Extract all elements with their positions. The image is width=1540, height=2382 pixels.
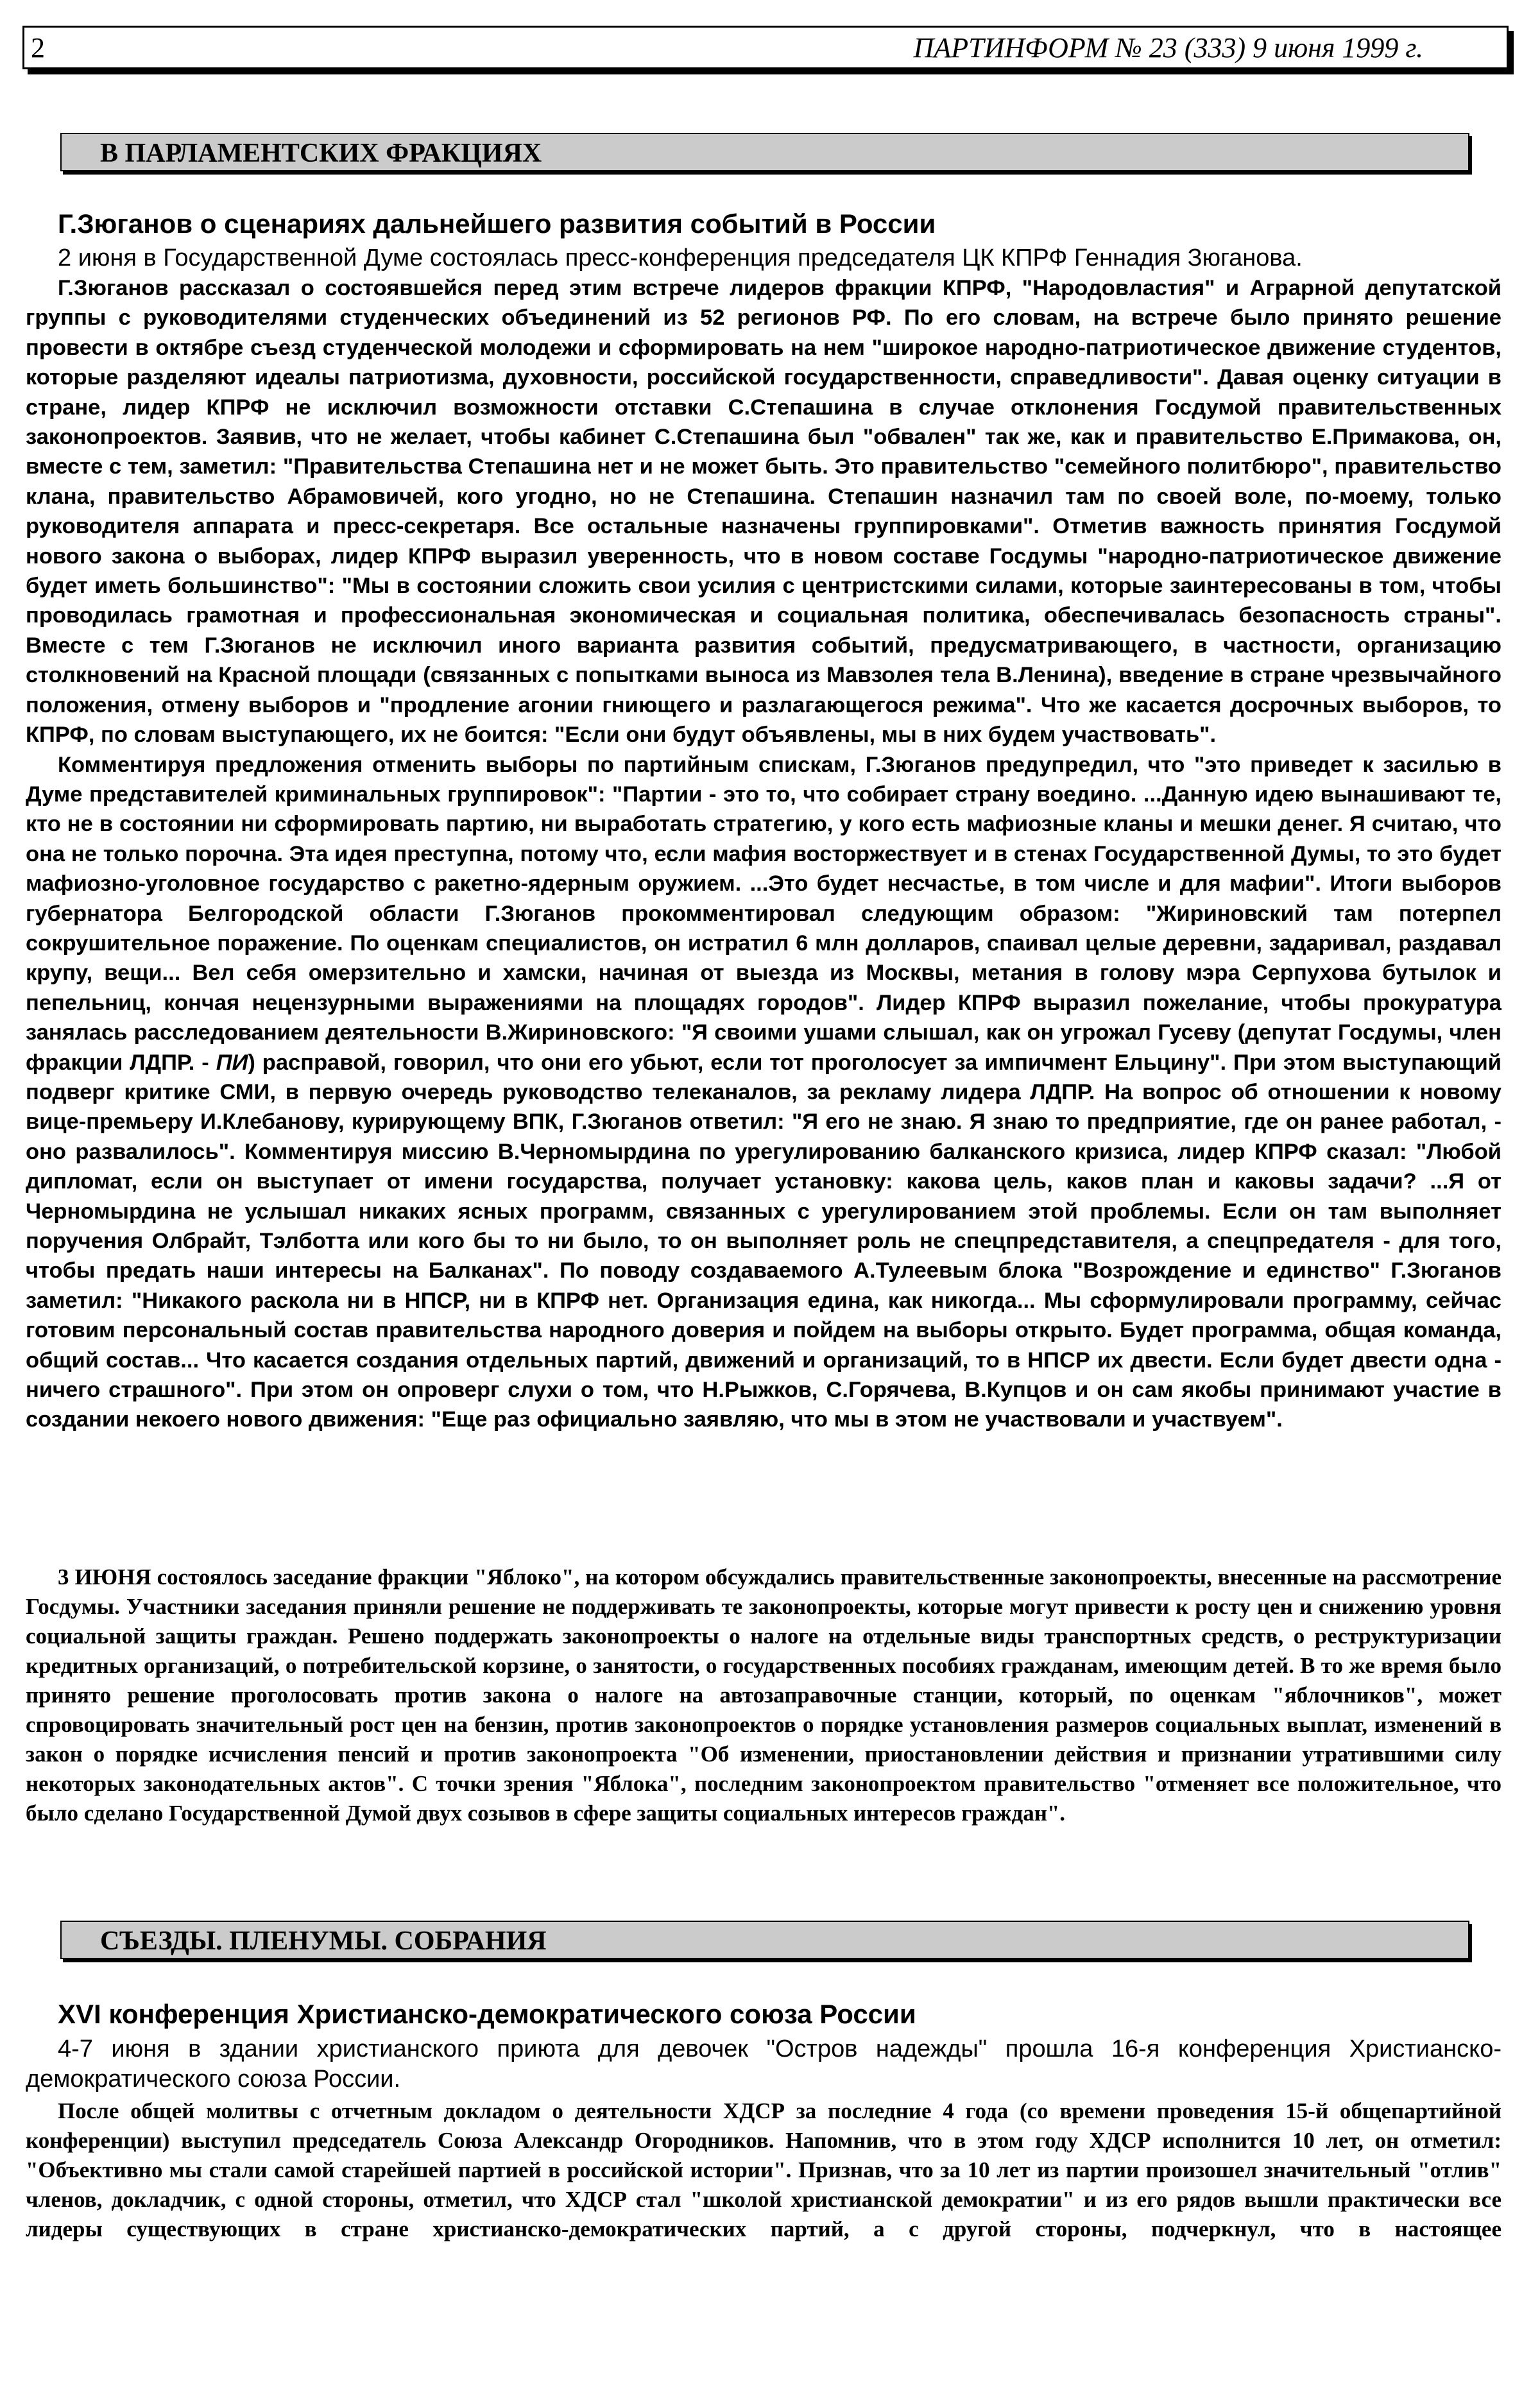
article-title: Г.Зюганов о сценариях дальнейшего развития событий в России: [58, 209, 936, 239]
note-paragraph: 3 ИЮНЯ состоялось заседание фракции "Яблоко", на котором обсуждались правительственные законопроекты, внесенные на рассмотрение Госдумы. Участники заседания приняли решение не поддерживать те законопроекты, которые могут привести к росту цен и снижению уровня социальной защиты граждан. Решено поддержать законопроекты о налоге на отдельные виды транспортных средств, о реструктуризации кредитных организаций, о потребительской корзине, о занятости, о государственных пособиях гражданам, имеющим детей. В то же время было принято решение проголосовать против закона о налоге на автозаправочные станции, который, по оценкам "яблочников", может спровоцировать значительный рост цен на бензин, против законопроектов о порядке установления размеров социальных выплат, изменений в закон о порядке исчисления пенсий и против законопроекта "Об изменении, приостановлении действия и признании утратившими силу некоторых законодательных актов". С точки зрения "Яблока", последним законопроектом правительство "отменяет все положительное, что было сделано Государственной Думой двух созывов в сфере защиты социальных интересов граждан".: [26, 1564, 1502, 1826]
yabloko-note: [26, 1563, 1502, 1828]
article-lead: 4-7 июня в здании христианского приюта для девочек "Остров надежды" прошла 16-я конференция Христианско-демократического союза России.: [26, 2035, 1502, 2093]
article-body: [26, 273, 1502, 1435]
section-heading-congresses: СЪЕЗДЫ. ПЛЕНУМЫ. СОБРАНИЯ: [60, 1921, 1469, 1959]
article-lead: 2 июня в Государственной Думе состоялась пресс-конференция председателя ЦК КПРФ Геннадия Зюганова.: [58, 244, 1303, 271]
article-paragraph: [26, 750, 1502, 1435]
article-body: [26, 2096, 1502, 2244]
paragraph-text: ) расправой, говорил, что они его убьют, если тот проголосует за импичмент Ельцину". При этом выступающий подверг критике СМИ, в первую очередь руководство телеканалов, за рекламу лидера ЛДПР. На вопрос об отношении к новому вице-премьеру И.Клебанову, курирующему ВПК, Г.Зюганов ответил: "Я его не знаю. Я знаю то предприятие, где он ранее работал, - оно развалилось". Комментируя миссию В.Черномырдина по урегулированию балканского кризиса, лидер КПРФ сказал: "Любой дипломат, если он выступает от имени государства, получает установку: какова цель, каков план и каковы задачи? ...Я от Черномырдина не услышал никаких ясных программ, связанных с урегулированием этой проблемы. Если он там выполняет поручения Олбрайт, Тэлботта или кого бы то ни было, то он выполняет роль не спецпредставителя, а спецпредателя - для того, чтобы предать наши интересы на Балканах". По поводу создаваемого А.Тулеевым блока "Возрождение и единство" Г.Зюганов заметил: "Никакого раскола ни в НПСР, ни в КПРФ нет. Организация едина, как никогда... Мы сформулировали программу, сейчас готовим персональный состав правительства народного доверия и пойдем на выборы открыто. Будет программа, общая команда, общий состав... Что касается создания отдельных партий, движений и организаций, то в НПСР их двести. Если будет двести одна - ничего страшного". При этом он опроверг слухи о том, что Н.Рыжков, С.Горячева, В.Купцов и он сам якобы принимают участие в создании некоего нового движения: "Еще раз официально заявляю, что мы в этом не участвовали и участвуем".: [26, 1050, 1502, 1432]
page-header: [22, 26, 1509, 69]
publication-title: ПАРТИНФОРМ № 23 (333) 9 июня 1999 г.: [913, 32, 1423, 64]
article-paragraph: Г.Зюганов рассказал о состоявшейся перед этим встрече лидеров фракции КПРФ, "Народовластия" и Аграрной депутатской группы с руководителями студенческих объединений из 52 регионов РФ. По его словам, на встрече было принято решение провести в октябре съезд студенческой молодежи и сформировать на нем "широкое народно-патриотическое движение студентов, которые разделяют идеалы патриотизма, духовности, российской государственности, справедливости". Давая оценку ситуации в стране, лидер КПРФ не исключил возможности отставки С.Степашина в случае отклонения Госдумой правительственных законопроектов. Заявив, что не желает, чтобы кабинет С.Степашина был "обвален" так же, как и правительство Е.Примакова, он, вместе с тем, заметил: "Правительства Степашина нет и не может быть. Это правительство "семейного политбюро", правительство клана, правительство Абрамовичей, кого угодно, но не Степашина. Степашин назначил там по своей воле, по-моему, только руководителя аппарата и пресс-секретаря. Все остальные назначены группировками". Отметив важность принятия Госдумой нового закона о выборах, лидер КПРФ выразил уверенность, что в новом составе Госдумы "народно-патриотическое движение будет иметь большинство": "Мы в состоянии сложить свои усилия с центристскими силами, которые заинтересованы в том, чтобы проводилась грамотная и профессиональная экономическая и социальная политика, обеспечивалась безопасность страны". Вместе с тем Г.Зюганов не исключил иного варианта развития событий, предусматривающего, в частности, организацию столкновений на Красной площади (связанных с попытками выноса из Мавзолея тела В.Ленина), введение в стране чрезвычайного положения, отмену выборов и "продление агонии гниющего и разлагающегося режима". Что же касается досрочных выборов, то КПРФ, по словам выступающего, их не боится: "Если они будут объявлены, мы в них будем участвовать".: [26, 276, 1502, 748]
article-paragraph: После общей молитвы с отчетным докладом о деятельности ХДСР за последние 4 года (со времени проведения 15-й общепартийной конференции) выступил председатель Союза Александр Огородников. Напомнив, что в этом году ХДСР исполнится 10 лет, он отметил: "Объективно мы стали самой старейшей партией в российской истории". Признав, что за 10 лет из партии произошел значительный "отлив" членов, докладчик, с одной стороны, отметил, что ХДСР стал "школой христианской демократии" и из его рядов вышли практически все лидеры существующих в стране христианско-демократических партий, а с другой стороны, подчеркнул, что в настоящее: [26, 2098, 1502, 2241]
page-number: 2: [31, 32, 45, 64]
editor-note-abbr: ПИ: [216, 1050, 248, 1075]
article-title: XVI конференция Христианско-демократического союза России: [58, 1999, 916, 2029]
section-heading-parliamentary-factions: В ПАРЛАМЕНТСКИХ ФРАКЦИЯХ: [60, 133, 1469, 171]
paragraph-text: Комментируя предложения отменить выборы по партийным спискам, Г.Зюганов предупредил, что "это приведет к засилью в Думе представителей криминальных группировок": "Партии - это то, что собирает страну воедино. ...Данную идею вынашивают те, кто не в состоянии ни сформировать партию, ни выработать стратегию, у кого есть мафиозные кланы и мешки денег. Я считаю, что она не только порочна. Эта идея преступна, потому что, если мафия восторжествует и в стенах Государственной Думы, то это будет мафиозно-уголовное государство с ракетно-ядерным оружием. ...Это будет несчастье, в том числе и для мафии". Итоги выборов губернатора Белгородской области Г.Зюганов прокомментировал следующим образом: "Жириновский там потерпел сокрушительное поражение. По оценкам специалистов, он истратил 6 млн долларов, спаивал целые деревни, задаривал, раздавал крупу, вещи... Вел себя омерзительно и хамски, начиная от выезда из Москвы, метания в голову мэра Серпухова бутылок и пепельниц, кончая нецензурными выражениями на площадях городов". Лидер КПРФ выразил пожелание, чтобы прокуратура занялась расследованием деятельности В.Жириновского: "Я своими ушами слышал, как он угрожал Гусеву (депутат Госдумы, член фракции ЛДПР. -: [26, 752, 1502, 1075]
